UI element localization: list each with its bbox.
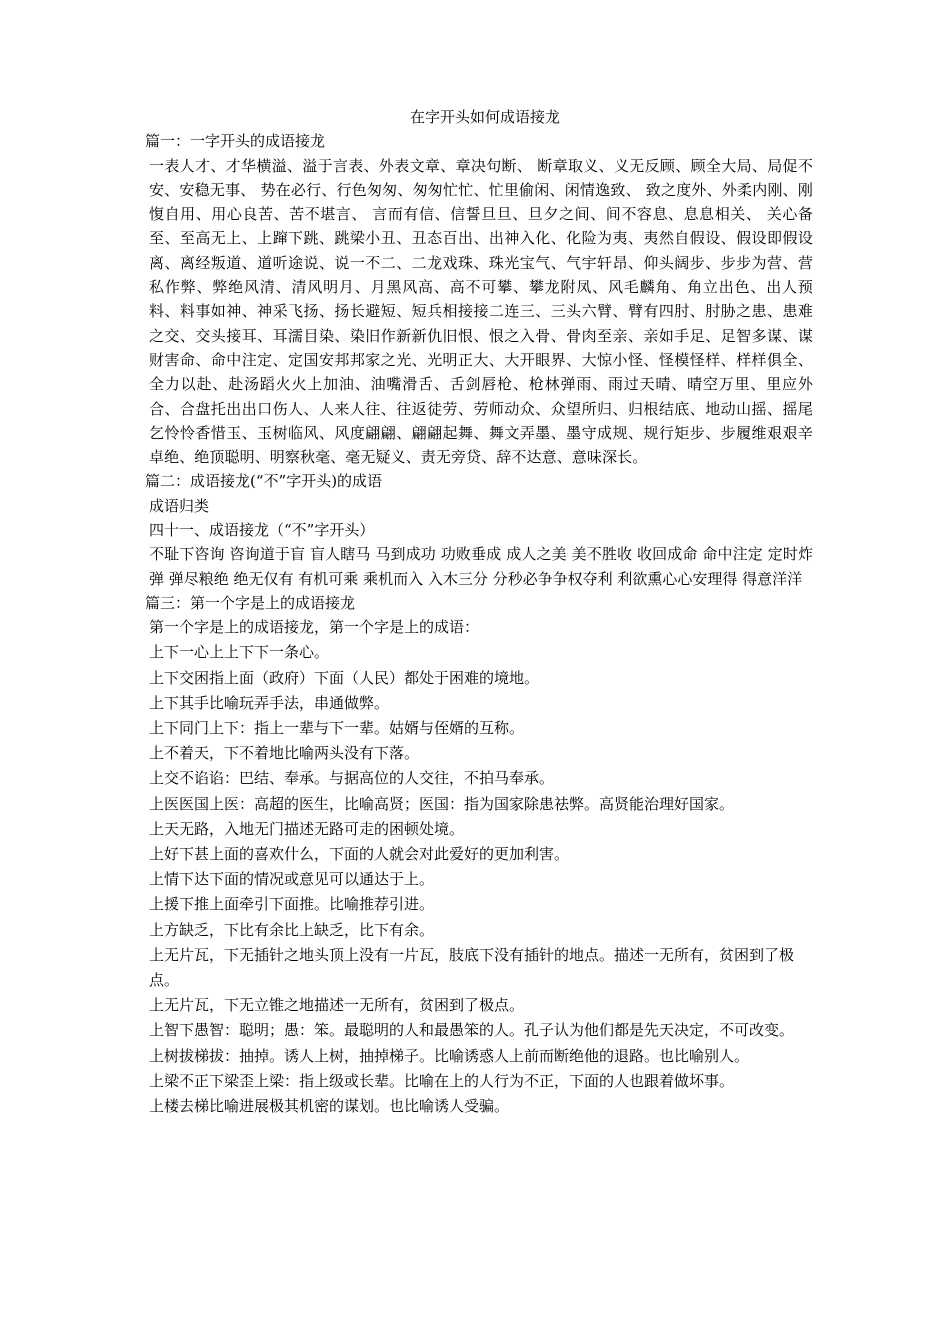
section2-body: 不耻下咨询 咨询道于盲 盲人瞎马 马到成功 功败垂成 成人之美 美不胜收 收回成命 命中注定 定时炸弹 弹尽粮绝 绝无仅有 有机可乘 乘机而入 入木三分 分秒必争争权夺利 利欲熏心心安理得 得意洋洋 xyxy=(149,545,813,588)
idiom-entry: 上医医国上医：高超的医生，比喻高贤；医国：指为国家除患祛弊。高贤能治理好国家。 xyxy=(149,794,735,813)
idiom-entry: 上援下推上面牵引下面推。比喻推荐引进。 xyxy=(149,895,435,914)
section3-entries xyxy=(145,615,813,1119)
idiom-entry: 上天无路，入地无门描述无路可走的困顿处境。 xyxy=(149,819,465,838)
idiom-entry: 上梁不正下梁歪上梁：指上级或长辈。比喻在上的人行为不正，下面的人也跟着做坏事。 xyxy=(149,1071,735,1090)
idiom-entry: 上树拔梯拔：抽掉。诱人上树，抽掉梯子。比喻诱惑人上前而断绝他的退路。也比喻别人。 xyxy=(149,1046,750,1065)
idiom-entry: 上下同门上下：指上一辈与下一辈。姑婿与侄婿的互称。 xyxy=(149,719,525,738)
idiom-entry: 上好下甚上面的喜欢什么，下面的人就会对此爱好的更加利害。 xyxy=(149,845,570,864)
section2-category: 成语归类 xyxy=(149,496,210,515)
idiom-entry: 上下其手比喻玩弄手法，串通做弊。 xyxy=(149,693,390,712)
idiom-entry: 上无片瓦，下无立锥之地描述一无所有，贫困到了极点。 xyxy=(149,996,525,1015)
idiom-entry: 上下交困指上面（政府）下面（人民）都处于困难的境地。 xyxy=(149,668,540,687)
idiom-entry: 上交不谄谄：巴结、奉承。与据高位的人交往，不拍马奉承。 xyxy=(149,769,555,788)
idiom-entry: 上下一心上上下下一条心。 xyxy=(149,643,330,662)
idiom-entry: 上智下愚智：聪明；愚：笨。最聪明的人和最愚笨的人。孔子认为他们都是先天决定，不可改变。 xyxy=(149,1021,795,1040)
idiom-entry: 上情下达下面的情况或意见可以通达于上。 xyxy=(149,870,435,889)
section1-heading: 篇一：一字开头的成语接龙 xyxy=(145,132,326,151)
document-title: 在字开头如何成语接龙 xyxy=(409,108,560,126)
section3-heading: 篇三：第一个字是上的成语接龙 xyxy=(145,593,356,612)
idiom-entry: 上不着天，下不着地比喻两头没有下落。 xyxy=(149,744,420,763)
document-content xyxy=(145,105,813,1119)
section2-heading: 篇二：成语接龙(“不”字开头)的成语 xyxy=(145,472,383,491)
section3-intro: 第一个字是上的成语接龙，第一个字是上的成语： xyxy=(149,618,480,637)
section2-subheading: 四十一、成语接龙（“不”字开头） xyxy=(149,521,375,540)
idiom-entry: 上无片瓦，下无插针之地头顶上没有一片瓦，肢底下没有插针的地点。描述一无所有，贫困到了极点。 xyxy=(149,945,795,990)
idiom-entry: 上方缺乏，下比有余比上缺乏，比下有余。 xyxy=(149,920,435,939)
section1-body: 一表人才、才华横溢、溢于言表、外表文章、章决句断、 断章取义、义无反顾、顾全大局、局促不安、安稳无事、 势在必行、行色匆匆、匆匆忙忙、忙里偷闲、闲情逸致、 致之度外、外柔内刚、刚愎自用、用心良苦、苦不堪言、 言而有信、信誓旦旦、旦夕之间、间不容息、息息相关、 关心备至、至高无上、上蹿下跳、跳梁小丑、丑态百出、出神入化、化险为夷、夷然自假设、假设即假设离、离经叛道、道听途说、说一不二、二龙戏珠、珠光宝气、气宇轩昂、仰头阔步、步步为营、营私作弊、弊绝风清、清风明月、月黑风高、高不可攀、攀龙附凤、风毛麟角、角立出色、出人预料、料事如神、神采飞扬、扬长避短、短兵相接接二连三、三头六臂、臂有四肘、肘胁之患、患难之交、交头接耳、耳濡目染、染旧作新新仇旧恨、恨之入骨、骨肉至亲、亲如手足、足智多谋、谋财害命、命中注定、定国安邦邦家之光、光明正大、大开眼界、大惊小怪、怪模怪样、样样俱全、全力以赴、赴汤蹈火火上加油、油嘴滑舌、舌剑唇枪、枪林弹雨、雨过天晴、晴空万里、里应外合、合盘托出出口伤人、人来人往、往返徒劳、劳师动众、众望所归、归根结底、地动山摇、摇尾乞怜怜香惜玉、玉树临风、风度翩翩、翩翩起舞、舞文弄墨、墨守成规、规行矩步、步履维艰艰辛卓绝、绝顶聪明、明察秋毫、毫无疑义、责无旁贷、辞不达意、意味深长。 xyxy=(149,156,813,467)
idiom-entry: 上楼去梯比喻进展极其机密的谋划。也比喻诱人受骗。 xyxy=(149,1097,510,1116)
